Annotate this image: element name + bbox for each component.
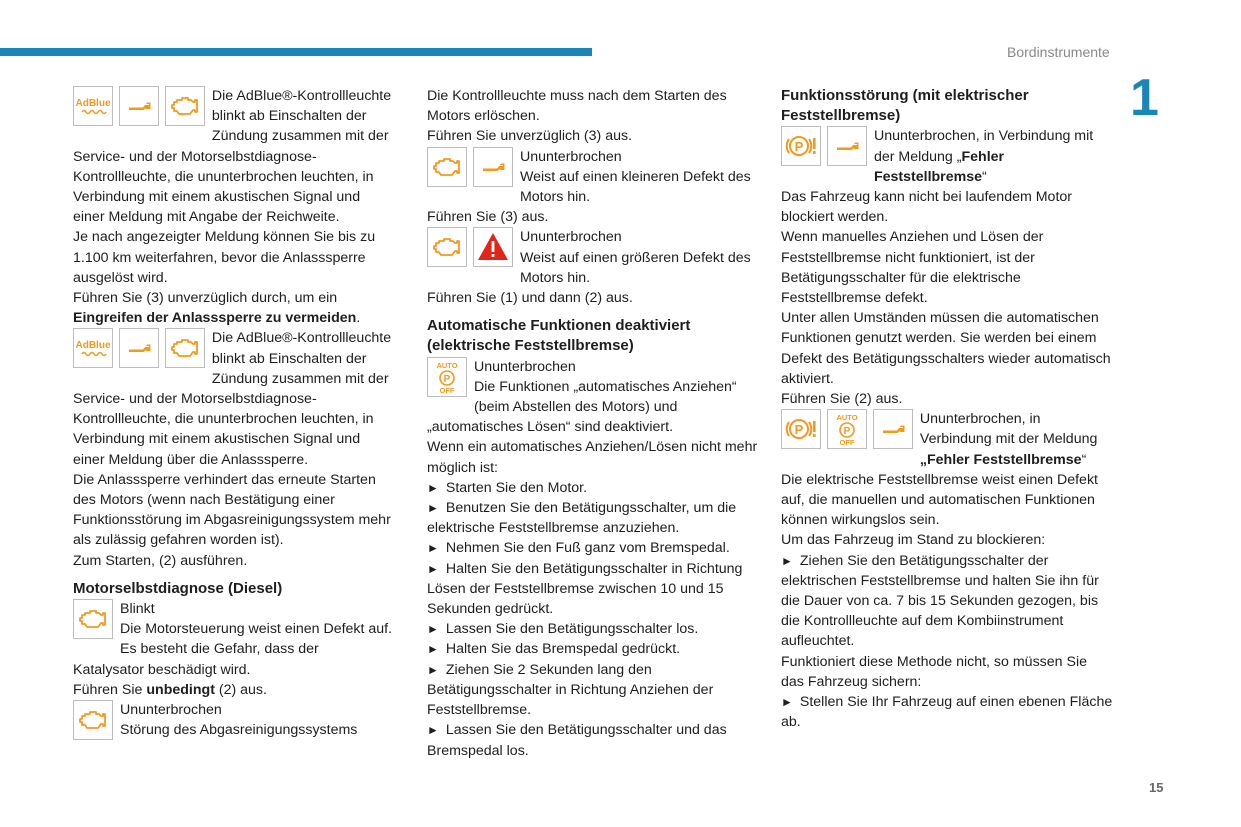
immobilizer-text: Die Anlasssperre verhindert das erneute Starten des Motors (wenn nach Bestätigung einer Funktionsstörung im Abgasreinigungssystem mehr als zulässig gefahren worden ist). (73, 471, 391, 549)
step-3: ► Nehmen Sie den Fuß ganz vom Bremspedal. (427, 538, 759, 558)
fault-step-2: ► Stellen Sie Ihr Fahrzeug auf einen ebenen Fläche ab. (781, 692, 1113, 732)
icon-group-diesel-2 (73, 700, 115, 741)
fault-text-6: Funktioniert diese Methode nicht, so müssen Sie das Fahrzeug sichern: (781, 653, 1087, 690)
icon-group-fault-1 (781, 126, 869, 168)
auto-park-off-icon (427, 357, 467, 397)
column-right (781, 86, 1113, 733)
engine-check-icon (73, 599, 113, 639)
major-defect-label: Ununterbrochen (519, 229, 622, 246)
step-1: ► Starten Sie den Motor. (427, 478, 759, 498)
service-wrench-icon (873, 409, 913, 449)
svg-text:AUTO: AUTO (436, 360, 458, 370)
top-accent-bar (0, 48, 592, 56)
minor-defect-action: Führen Sie (3) aus. (427, 209, 549, 226)
fault-text-2: Wenn manuelles Anziehen und Lösen der Feststellbremse nicht funktioniert, ist der Betätigungsschalter für die elektrische Feststellbremse defekt. (781, 229, 1044, 307)
step-4: ► Halten Sie den Betätigungsschalter in Richtung Lösen der Feststellbremse zwischen 10 und 15 Sekunden gedrückt. (427, 559, 759, 620)
diesel-continuous-label: Ununterbrochen (120, 702, 222, 719)
service-wrench-icon (827, 126, 867, 166)
adblue-range-text: Je nach angezeigter Meldung können Sie bis zu 1.100 km weiterfahren, bevor die Anlasssperre ausgelöst wird. (73, 229, 376, 286)
step-5: ► Lassen Sie den Betätigungsschalter los. (427, 619, 759, 639)
heading-auto-functions: Automatische Funktionen deaktiviert (elektrische Feststellbremse) (427, 317, 691, 355)
minor-defect-label: Ununterbrochen (519, 148, 622, 165)
fault-text-1: Das Fahrzeug kann nicht bei laufendem Motor blockiert werden. (781, 189, 1073, 226)
chapter-number: 1 (1130, 69, 1159, 127)
svg-text:AUTO: AUTO (836, 413, 858, 423)
action-3-text: Führen Sie unverzüglich (3) aus. (427, 128, 633, 145)
svg-text:P: P (843, 426, 851, 438)
step-6: ► Halten Sie das Bremspedal gedrückt. (427, 639, 759, 659)
diesel-blink-label: Blinkt (120, 601, 155, 618)
icon-group-diesel-1 (73, 599, 115, 640)
column-middle (427, 86, 759, 761)
fault-text-4: Die elektrische Feststellbremse weist einen Defekt auf, die manuellen und automatischen Funktionen können wirkungslos sein. (781, 471, 1098, 529)
major-defect-text: Weist auf einen größeren Defekt des Motors hin. (519, 249, 751, 286)
icon-group-engine-minor (427, 147, 515, 189)
adblue-icon (73, 328, 113, 368)
adblue-icon (73, 86, 113, 126)
start-text: Zum Starten, (2) ausführen. (73, 552, 248, 569)
icon-group-adblue-2 (73, 328, 207, 370)
heading-malfunction: Funktionsstörung (mit elektrischer Feststellbremse) (781, 87, 1029, 125)
page-number: 15 (1149, 780, 1164, 795)
adblue-text-2: Die AdBlue®-Kontrollleuchte blinkt ab Einschalten der Zündung zusammen mit der Service- und der Motorselbstdiagnose-Kontrollleuchte, die ununterbrochen leuchten, in Verbindung mit einem akustischen Signal und einer Meldung über die Anlasssperre. (73, 330, 392, 468)
svg-text:OFF: OFF (839, 438, 855, 448)
major-defect-action: Führen Sie (1) und dann (2) aus. (427, 290, 633, 307)
diesel-continuous-text: Störung des Abgasreinigungssystems (120, 722, 358, 739)
service-wrench-icon (473, 147, 513, 187)
engine-check-icon (427, 147, 467, 187)
warning-triangle-icon (473, 227, 513, 267)
icon-group-engine-major (427, 227, 515, 269)
engine-check-icon (165, 328, 205, 368)
svg-text:OFF: OFF (439, 385, 455, 395)
icon-group-fault-2 (781, 409, 915, 451)
column-left (73, 86, 393, 741)
auto-park-off-icon (827, 409, 867, 449)
auto-off-label: Ununterbrochen (474, 358, 576, 375)
svg-text:P: P (443, 373, 451, 385)
svg-text:AdBlue: AdBlue (75, 98, 111, 109)
fault-message-1: Ununterbrochen, in Verbindung mit der Meldung „Fehler Feststellbremse“ (873, 128, 1094, 185)
diesel-blink-text: Die Motorsteuerung weist einen Defekt auf. Es besteht die Gefahr, dass der Katalysator beschädigt wird. (73, 621, 393, 678)
diesel-action-text: Führen Sie unbedingt (2) aus. (73, 681, 267, 698)
step-7: ► Ziehen Sie 2 Sekunden lang den Betätigungsschalter in Richtung Anziehen der Feststellbremse. (427, 660, 759, 721)
auto-off-text: Die Funktionen „automatisches Anziehen“ (beim Abstellen des Motors) und „automatisches Lösen“ sind deaktiviert. (427, 378, 737, 436)
svg-text:AdBlue: AdBlue (75, 340, 111, 352)
section-title: Bordinstrumente (1007, 44, 1110, 60)
step-8: ► Lassen Sie den Betätigungsschalter und das Bremspedal los. (427, 720, 759, 760)
adblue-text-1: Die AdBlue®-Kontrollleuchte blinkt ab Einschalten der Zündung zusammen mit der Service- und der Motorselbstdiagnose-Kontrollleuchte, die ununterbrochen leuchten, in Verbindung mit einem akustischen Signal und einer Meldung mit Angabe der Reichweite. (73, 88, 392, 226)
service-wrench-icon (119, 86, 159, 126)
parking-brake-fault-icon (781, 126, 821, 166)
auto-off-intro: Wenn ein automatisches Anziehen/Lösen nicht mehr möglich ist: (427, 439, 758, 476)
fault-message-2: Ununterbrochen, in Verbindung mit der Meldung „Fehler Feststellbremse“ (919, 411, 1098, 468)
minor-defect-text: Weist auf einen kleineren Defekt des Motors hin. (519, 168, 751, 206)
service-wrench-icon (119, 328, 159, 368)
engine-check-icon (427, 227, 467, 267)
icon-group-adblue-1 (73, 86, 207, 128)
fault-text-3: Unter allen Umständen müssen die automatischen Funktionen genutzt werden. Sie werden bei einem Defekt des Betätigungsschalters wieder automatisch aktiviert. (781, 310, 1111, 387)
lamp-off-text: Die Kontrollleuchte muss nach dem Starten des Motors erlöschen. (427, 88, 727, 125)
fault-text-5: Um das Fahrzeug im Stand zu blockieren: (781, 532, 1046, 549)
engine-check-icon (73, 700, 113, 740)
step-2: ► Benutzen Sie den Betätigungsschalter, um die elektrische Feststellbremse anzuziehen. (427, 498, 759, 538)
adblue-action-text: Führen Sie (3) unverzüglich durch, um ein Eingreifen der Anlasssperre zu vermeiden. (73, 290, 361, 327)
icon-group-auto-off (427, 357, 469, 398)
engine-check-icon (165, 86, 205, 126)
heading-diesel: Motorselbstdiagnose (Diesel) (73, 579, 283, 597)
fault-action: Führen Sie (2) aus. (781, 391, 903, 408)
fault-step-1: ► Ziehen Sie den Betätigungsschalter der elektrischen Feststellbremse und halten Sie ihn für die Dauer von ca. 7 bis 15 Sekunden gezogen, bis die Kontrollleuchte auf dem Kombiinstrument aufleuchtet. (781, 551, 1113, 652)
parking-brake-fault-icon (781, 409, 821, 449)
